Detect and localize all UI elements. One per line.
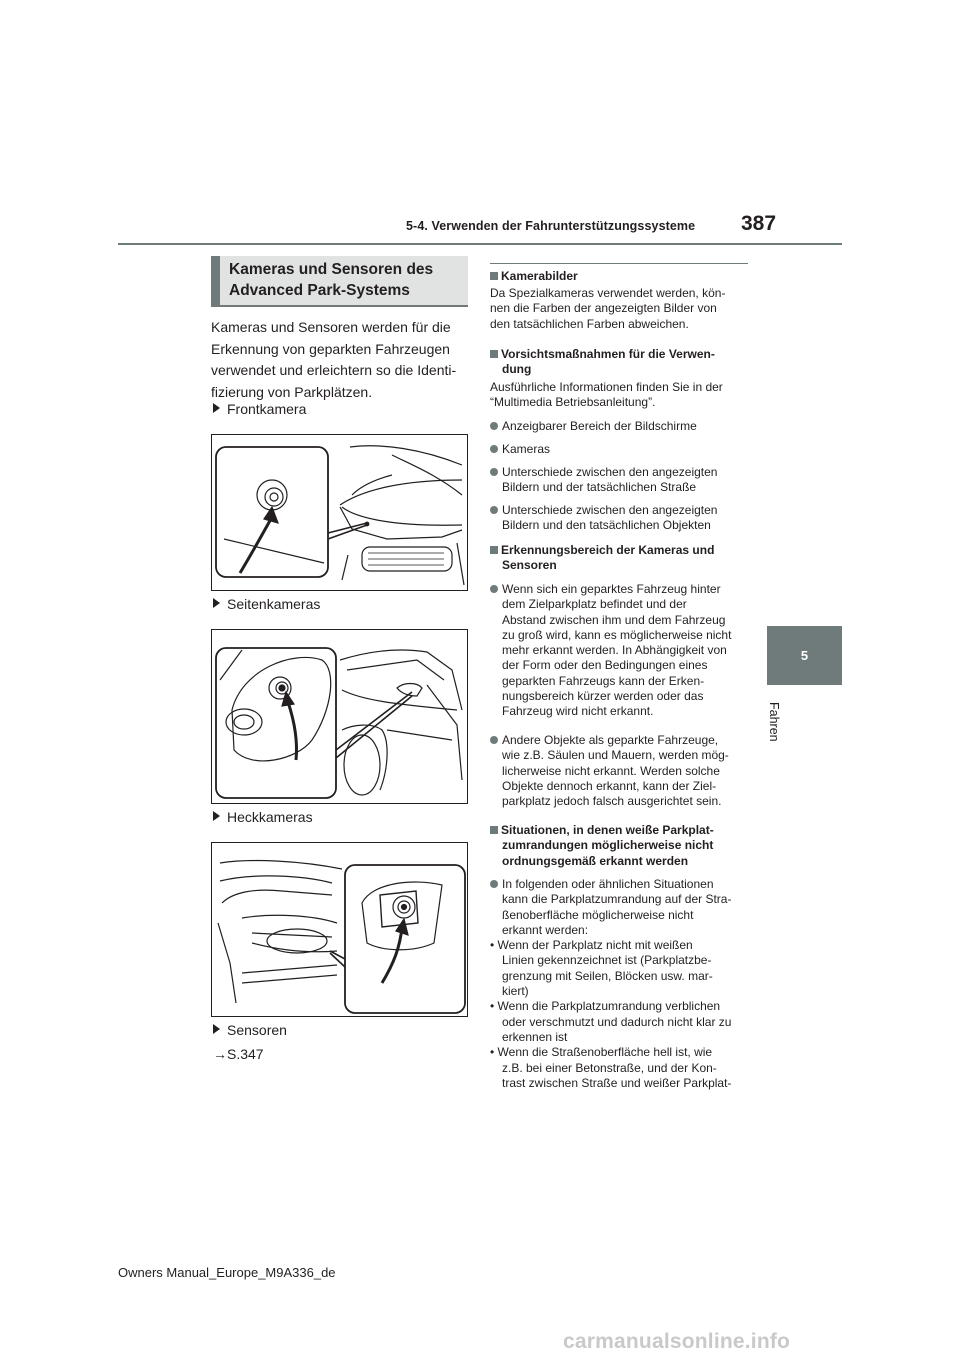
text-line: der Form oder den Bedingungen eines bbox=[502, 658, 708, 673]
heading-text: Situationen, in denen weiße Parkplat- bbox=[501, 823, 714, 837]
circle-bullet-icon bbox=[490, 468, 498, 476]
heading-text: Sensoren bbox=[502, 558, 557, 573]
circle-bullet-icon bbox=[490, 445, 498, 453]
text-line: erkennen ist bbox=[502, 1029, 568, 1044]
intro-line: fizierung von Parkplätzen. bbox=[211, 383, 373, 400]
text-line: z.B. bei einer Betonstraße, und der Kon- bbox=[502, 1060, 717, 1075]
text-line: Kameras bbox=[502, 442, 551, 456]
text-line: oder verschmutzt und dadurch nicht klar zu bbox=[502, 1014, 732, 1029]
square-bullet-icon bbox=[490, 546, 498, 554]
text-line: nen die Farben der angezeigten Bilder von bbox=[490, 301, 717, 316]
intro-line: verwendet und erleichtern so die Identi- bbox=[211, 362, 457, 378]
section-header: 5-4. Verwenden der Fahrunterstützungssysteme bbox=[406, 219, 696, 233]
page-reference-link[interactable]: →S.347 bbox=[213, 1046, 264, 1062]
watermark-logo: carmanualsonline.info bbox=[563, 1330, 791, 1353]
sub-bullet-line: • Wenn der Parkplatz nicht mit weißen bbox=[490, 938, 693, 953]
heading-text: Kamerabilder bbox=[501, 269, 578, 283]
figure-side-cameras bbox=[211, 629, 468, 804]
triangle-bullet-icon bbox=[213, 403, 220, 413]
figure-rear-cameras bbox=[211, 842, 468, 1017]
text-line: Anzeigbarer Bereich der Bildschirme bbox=[502, 419, 697, 433]
heading-kamerabilder bbox=[490, 269, 578, 284]
triangle-bullet-icon bbox=[213, 1024, 220, 1034]
text-line: nungsbereich kürzer werden oder das bbox=[502, 689, 704, 704]
header-divider bbox=[118, 243, 842, 245]
triangle-bullet-icon bbox=[213, 598, 220, 608]
text-line: Ausführliche Informationen finden Sie in der bbox=[490, 380, 723, 394]
sub-bullet-line: • Wenn die Straßenoberfläche hell ist, wie bbox=[490, 1045, 713, 1060]
text-line: kiert) bbox=[502, 984, 529, 999]
text-line: grenzung mit Seilen, Blöcken usw. mar- bbox=[502, 968, 713, 983]
section-title-box bbox=[211, 256, 468, 307]
section-title-line-1: Kameras und Sensoren des bbox=[229, 261, 434, 278]
item-rear-cameras bbox=[213, 809, 313, 825]
text-line: Linien gekennzeichnet ist (Parkplatzbe- bbox=[502, 953, 712, 968]
item-label: Frontkamera bbox=[227, 401, 307, 417]
heading-erkennungsbereich bbox=[490, 543, 714, 574]
item-label: Heckkameras bbox=[227, 809, 313, 825]
bullet-unterschiede-strasse bbox=[490, 465, 717, 496]
chapter-tab: 5 bbox=[767, 626, 842, 685]
bullet-unterschiede-objekte bbox=[490, 503, 717, 534]
paragraph-vorsicht bbox=[490, 380, 723, 411]
text-line: zu groß wird, kann es möglicherweise nicht bbox=[502, 627, 732, 642]
right-column-rule bbox=[490, 263, 748, 264]
text-line: dem Zielparkplatz befindet und der bbox=[502, 597, 687, 612]
text-line: Unterschiede zwischen den angezeigten bbox=[502, 465, 718, 479]
text-line: Fahrzeug wird nicht erkannt. bbox=[502, 704, 654, 719]
text-line: Wenn sich ein geparktes Fahrzeug hinter bbox=[502, 582, 721, 596]
text-line: Unterschiede zwischen den angezeigten bbox=[502, 503, 718, 517]
text-line: ßenoberfläche möglicherweise nicht bbox=[502, 907, 694, 922]
heading-text: ordnungsgemäß erkannt werden bbox=[502, 853, 689, 868]
item-sensors bbox=[213, 1022, 287, 1038]
text-line: licherweise nicht erkannt. Werden solche bbox=[502, 763, 720, 778]
text-line: den tatsächlichen Farben abweichen. bbox=[490, 316, 689, 331]
heading-text: Erkennungsbereich der Kameras und bbox=[501, 543, 715, 557]
square-bullet-icon bbox=[490, 272, 498, 280]
text-line: trast zwischen Straße und weißer Parkplat- bbox=[502, 1075, 732, 1090]
footer-manual-id: Owners Manual_Europe_M9A336_de bbox=[118, 1265, 336, 1280]
item-side-cameras bbox=[213, 596, 320, 612]
bullet-kameras bbox=[490, 442, 550, 457]
bullet-folgende-situationen bbox=[490, 877, 731, 1091]
circle-bullet-icon bbox=[490, 585, 498, 593]
item-front-camera bbox=[213, 401, 306, 417]
text-line: kann die Parkplatzumrandung auf der Stra- bbox=[502, 892, 732, 907]
rear-camera-illustration bbox=[212, 843, 468, 1017]
intro-paragraph bbox=[211, 317, 469, 403]
front-camera-illustration bbox=[212, 435, 468, 591]
circle-bullet-icon bbox=[490, 736, 498, 744]
text-line: Objekte dennoch erkannt, kann der Ziel- bbox=[502, 778, 717, 793]
text-line: Abstand zwischen ihm und dem Fahrzeug bbox=[502, 612, 726, 627]
item-label: Seitenkameras bbox=[227, 596, 321, 612]
page-number: 387 bbox=[741, 212, 777, 235]
text-line: geparkten Fahrzeugs kann der Erken- bbox=[502, 673, 705, 688]
circle-bullet-icon bbox=[490, 422, 498, 430]
heading-text: dung bbox=[502, 362, 532, 377]
text-line: Andere Objekte als geparkte Fahrzeuge, bbox=[502, 733, 719, 747]
text-line: In folgenden oder ähnlichen Situationen bbox=[502, 877, 714, 891]
intro-line: Erkennung von geparkten Fahrzeugen bbox=[211, 340, 450, 357]
text-line: mehr erkannt werden. In Abhängigkeit von bbox=[502, 643, 727, 658]
text-line: Bildern und der tatsächlichen Straße bbox=[502, 480, 697, 495]
side-camera-illustration bbox=[212, 630, 468, 804]
text-line: erkannt werden: bbox=[502, 922, 589, 937]
paragraph-kamerabilder bbox=[490, 286, 725, 332]
bullet-andere-objekte bbox=[490, 733, 729, 809]
text-line: Bildern und den tatsächlichen Objekten bbox=[502, 518, 711, 533]
circle-bullet-icon bbox=[490, 506, 498, 514]
triangle-bullet-icon bbox=[213, 811, 220, 821]
section-title-line-2: Advanced Park-Systems bbox=[229, 282, 410, 299]
circle-bullet-icon bbox=[490, 880, 498, 888]
figure-front-camera bbox=[211, 434, 468, 591]
square-bullet-icon bbox=[490, 826, 498, 834]
text-line: “Multimedia Betriebsanleitung”. bbox=[490, 395, 656, 410]
text-line: Da Spezialkameras verwendet werden, kön- bbox=[490, 286, 726, 300]
chapter-label-text: Fahren bbox=[767, 702, 781, 742]
sub-bullet-line: • Wenn die Parkplatzumrandung verblichen bbox=[490, 999, 721, 1014]
heading-vorsicht bbox=[490, 347, 715, 378]
item-label: Sensoren bbox=[227, 1022, 287, 1038]
intro-line: Kameras und Sensoren werden für die bbox=[211, 319, 451, 335]
heading-text: Vorsichtsmaßnahmen für die Verwen- bbox=[501, 347, 715, 361]
square-bullet-icon bbox=[490, 350, 498, 358]
bullet-geparktes-fahrzeug bbox=[490, 582, 731, 720]
text-line: wie z.B. Säulen und Mauern, werden mög- bbox=[502, 748, 729, 763]
heading-text: zumrandungen möglicherweise nicht bbox=[502, 838, 714, 853]
text-line: parkplatz jedoch falsch ausgerichtet sein. bbox=[502, 794, 722, 809]
heading-situationen bbox=[490, 823, 714, 869]
chapter-label bbox=[767, 690, 807, 750]
bullet-anzeigbarer-bereich bbox=[490, 419, 697, 434]
